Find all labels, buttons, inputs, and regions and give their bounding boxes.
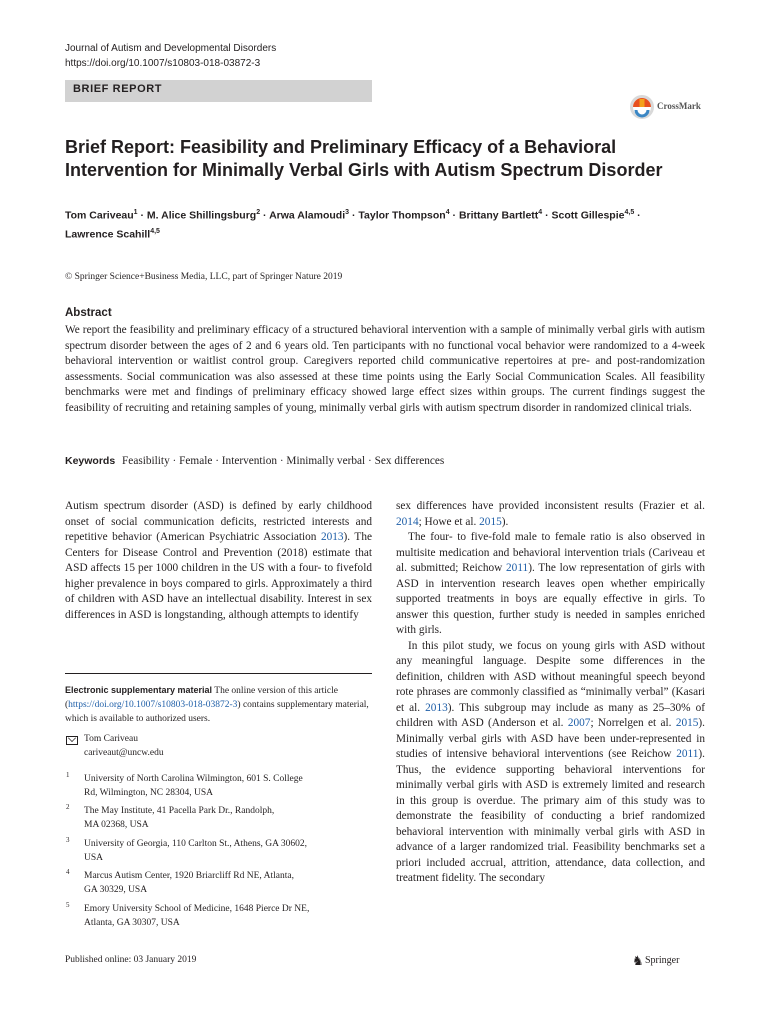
affiliation-line: Marcus Autism Center, 1920 Briarcliff Rd NE, Atlanta,: [84, 871, 294, 881]
journal-name: Journal of Autism and Developmental Disorders: [65, 43, 277, 54]
body-paragraph: [396, 530, 705, 639]
affiliation-line: Emory University School of Medicine, 1648 Pierce Dr NE,: [84, 904, 310, 914]
author-list: Tom Cariveau$^1$ · M. Alice Shillingsburg$^2$ · Arwa Alamoudi$^3$ · Taylor Thompson$^4$ · Brittany Bartlett$^4$ · Scott Gillespie$^{4,5}$ · Lawrence Scahill$^{4,5}$: [65, 209, 641, 240]
supplementary-text: The online version of this article (: [65, 686, 339, 710]
body-column-right: [396, 499, 705, 887]
supplementary-heading: Electronic supplementary material: [65, 685, 213, 695]
article-title: Brief Report: Feasibility and Preliminary Efficacy of a Behavioral Intervention for Minimally Verbal Girls with Autism Spectrum Disorder: [65, 137, 663, 180]
citation-link[interactable]: 2013: [425, 701, 448, 714]
citation-link[interactable]: 2007: [567, 717, 591, 729]
affiliation-number: 1: [66, 771, 70, 779]
author-name[interactable]: Taylor Thompson: [358, 209, 446, 222]
affiliation-number: 2: [66, 803, 70, 811]
author-affiliation-mark: 2: [256, 209, 261, 216]
body-text: ). The low representation of girls with ASD in intervention research leaves open whether empirically supported treatments in boys are equally effective in girls. To answer this question, further study is needed in samples enriched with girls.: [396, 562, 705, 636]
author-name[interactable]: Lawrence Scahill: [65, 228, 151, 240]
keywords: [65, 455, 444, 467]
affiliation-line: University of North Carolina Wilmington, 601 S. College: [84, 774, 303, 784]
supplementary-text: ) contains supplementary material, which is available to authorized users.: [65, 700, 369, 724]
author-name[interactable]: Arwa Alamoudi: [269, 209, 346, 222]
affiliation: [84, 837, 307, 865]
body-text: ). Thus, the evidence supporting behavioral interventions for minimally verbal girls with ASD is extremely limited and research in this group is overdue. The primary aim of this study was to demonstrate the feasibility of conducting a brief randomized behavioral intervention with minimally verbal girls with ASD in advance of a larger randomized trial. Feasibility benchmarks set a priori included accrual, attrition, attendance, data collection, and treatment fidelity. The secondary: [396, 748, 705, 884]
publisher-logo: Springer: [645, 955, 680, 966]
keywords-list: Feasibility · Female · Intervention · Minimally verbal · Sex differences: [122, 455, 445, 467]
body-text: ). This subgroup may include as many as 25–30% of children with ASD (Anderson et al.: [396, 701, 706, 729]
copyright-notice: © Springer Science+Business Media, LLC, part of Springer Nature 2019: [65, 272, 343, 282]
affiliation: [84, 902, 309, 930]
doi-link[interactable]: https://doi.org/10.1007/s10803-018-03872-3: [65, 58, 261, 69]
citation-link[interactable]: 2015: [675, 717, 699, 729]
body-paragraph: [65, 499, 372, 623]
envelope-icon: [66, 736, 78, 745]
author-affiliation-mark: 4,5: [150, 227, 160, 235]
affiliation-number: 3: [66, 836, 70, 844]
author-name[interactable]: Tom Cariveau: [65, 209, 134, 222]
author-name[interactable]: Brittany Bartlett: [458, 209, 539, 222]
affiliation-line: Rd, Wilmington, NC 28304, USA: [84, 788, 214, 798]
supplementary-link[interactable]: https://doi.org/10.1007/s10803-018-03872-3: [68, 700, 238, 710]
body-paragraph: [396, 499, 705, 530]
abstract-heading: Abstract: [65, 307, 112, 319]
body-text: ). Minimally verbal girls with ASD have been under-represented in studies of intensive behavioral interventions (see Reichow: [396, 717, 705, 760]
citation-link[interactable]: 2011: [676, 748, 699, 760]
corresponding-name: Tom Cariveau: [84, 734, 138, 744]
author-affiliation-mark: 1: [133, 209, 138, 216]
citation-link[interactable]: 2015: [479, 515, 502, 528]
body-text: ; Norrelgen et al.: [590, 717, 676, 729]
springer-horse-icon: ♞: [632, 953, 644, 968]
author-affiliation-mark: 4: [445, 209, 450, 216]
body-text: Autism spectrum disorder (ASD) is defined by early childhood onset of social communication deficits, restricted interests and repetitive behavior (American Psychiatric Association: [65, 500, 372, 543]
abstract-text: We report the feasibility and preliminary efficacy of a structured behavioral intervention with a sample of minimally verbal girls with autism spectrum disorder between the ages of 2 and 6 years old. Ten participants with no functional vocal behavior were randomized to a 4-week behavioral intervention or waitlist control group. Caregivers reported child communicative repertoires at pre- and post-randomization assessments. Social communication was also assessed at these time points using the Early Social Communication Scales. All feasibility benchmarks were met and findings of preliminary efficacy showed large effect sizes within groups. The current findings suggest the feasibility of recruiting and retaining samples of young, minimally verbal girls with autism spectrum disorder in randomized clinical trials.: [65, 324, 705, 414]
author-name[interactable]: Scott Gillespie: [551, 209, 625, 222]
body-text: sex differences have provided inconsistent results (Frazier et al.: [396, 500, 705, 512]
author-affiliation-mark: 4,5: [624, 209, 635, 216]
corresponding-email[interactable]: cariveaut@uncw.edu: [84, 748, 164, 758]
affiliation-line: USA: [84, 853, 104, 863]
body-text: In this pilot study, we focus on young girls with ASD without any meaningful language. Despite some differences in the definition, children with ASD without meaningful speech beyond rote phrases are commonly classified as “minimally verbal” (Kasari et al.: [396, 639, 705, 714]
affiliation: [84, 772, 303, 800]
author-affiliation-mark: 4: [538, 209, 543, 216]
affiliation-line: The May Institute, 41 Pacella Park Dr., Randolph,: [84, 806, 275, 816]
affiliation-line: University of Georgia, 110 Carlton St., Athens, GA 30602,: [84, 839, 307, 849]
author-name[interactable]: M. Alice Shillingsburg: [146, 209, 257, 222]
supplementary-note: [65, 683, 372, 726]
affiliation-line: GA 30329, USA: [84, 885, 148, 895]
affiliation-line: Atlanta, GA 30307, USA: [84, 918, 180, 928]
section-label: BRIEF REPORT: [73, 83, 163, 95]
affiliation: [84, 804, 274, 832]
affiliation: [84, 869, 294, 897]
body-text: The four- to five-fold male to female ratio is also observed in multisite medication and behavioral intervention trials (Cariveau et al. submitted; Reichow: [396, 531, 705, 574]
published-date: Published online: 03 January 2019: [65, 955, 197, 965]
citation-link[interactable]: 2011: [506, 562, 529, 574]
affiliation-line: MA 02368, USA: [84, 820, 149, 830]
body-text: ).: [501, 515, 509, 528]
citation-link[interactable]: 2014: [396, 515, 419, 528]
affiliation-number: 4: [66, 868, 70, 876]
journal-header: [65, 41, 276, 71]
author-affiliation-mark: 3: [345, 209, 350, 216]
body-text: ). The Centers for Disease Control and Prevention (2018) estimate that ASD affects 15 per 1000 children in the US with a four- to fivefold higher prevalence in boys compared to girls. Approximately a third of children with ASD have an intellectual disability. Interest in sex differences in ASD is longstanding, although attempts to identify: [65, 531, 372, 621]
citation-link[interactable]: 2013: [320, 531, 344, 543]
body-text: ; Howe et al.: [418, 515, 480, 528]
keywords-heading: Keywords: [65, 455, 116, 467]
body-column-left: [65, 499, 372, 623]
corresponding-author: [84, 732, 164, 760]
body-paragraph: [396, 639, 705, 887]
crossmark-label: CrossMark: [657, 101, 701, 111]
affiliation-number: 5: [66, 901, 70, 909]
footnote-divider: [65, 673, 372, 674]
